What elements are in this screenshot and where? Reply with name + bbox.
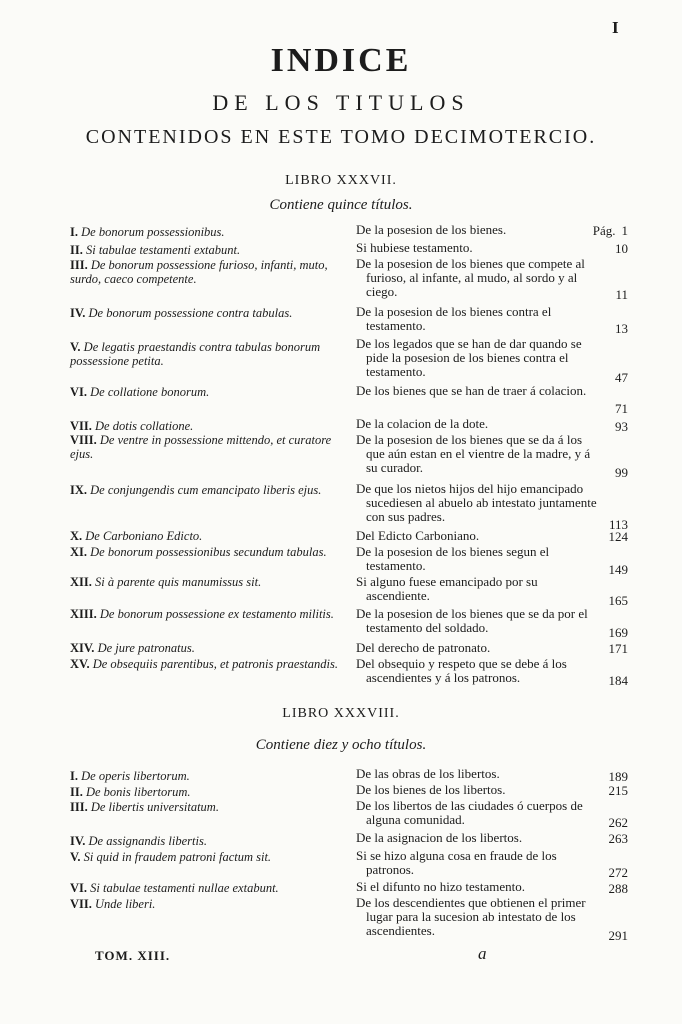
entry-latin-title xyxy=(70,433,342,461)
entry-number: XIV. xyxy=(70,641,98,655)
entry-spanish-title xyxy=(356,417,602,431)
entry-page-number xyxy=(588,625,628,641)
entry-page-number xyxy=(588,401,628,417)
footer-signature: a xyxy=(478,944,487,963)
entry-page-number xyxy=(588,287,628,303)
entry-page-number xyxy=(588,831,628,847)
entry-latin-title xyxy=(70,769,342,783)
entry-latin-title xyxy=(70,607,342,621)
entry-latin-text: De legatis praestandis contra tabulas bonorum possessione petita. xyxy=(70,340,321,368)
entry-page-number xyxy=(588,673,628,689)
entry-spanish-text: Si se hizo alguna cosa en fraude de los patronos. xyxy=(356,848,557,877)
entry-page-number xyxy=(588,815,628,831)
entry-latin-text: De conjungendis cum emancipato liberis ejus. xyxy=(90,483,322,497)
entry-latin-text: De obsequiis parentibus, et patronis praestandis. xyxy=(92,657,338,671)
entry-latin-title xyxy=(70,545,342,559)
page-value: 165 xyxy=(608,593,628,608)
entry-spanish-title xyxy=(356,799,602,827)
entry-page-number xyxy=(588,529,628,545)
entry-latin-title xyxy=(70,785,342,799)
entry-spanish-title xyxy=(356,831,602,845)
entry-spanish-text: De los legados que se han de dar quando se pide la posesion de los bienes contra el testamento. xyxy=(356,336,582,379)
entry-latin-text: De assignandis libertis. xyxy=(88,834,207,848)
entry-number: II. xyxy=(70,785,86,799)
entry-spanish-title xyxy=(356,783,602,797)
page-subtitle: DE LOS TITULOS xyxy=(212,90,470,115)
entry-latin-text: De bonis libertorum. xyxy=(85,785,191,799)
entry-latin-text: De bonorum possessionibus. xyxy=(81,225,225,239)
entry-spanish-title xyxy=(356,767,602,781)
entry-number: X. xyxy=(70,529,86,543)
entry-spanish-title xyxy=(356,641,602,655)
entry-spanish-title xyxy=(356,657,602,685)
page-value: 11 xyxy=(615,287,628,302)
book-heading-38: LIBRO XXXVIII. xyxy=(282,706,400,721)
entry-spanish-text: Si hubiese testamento. xyxy=(356,240,473,255)
entry-spanish-text: De la posesion de los bienes que compete al furioso, al infante, al mudo, al sordo y al ciego. xyxy=(356,256,585,299)
page-label: Pág. xyxy=(592,223,616,238)
page-title: INDICE xyxy=(270,42,412,79)
entry-spanish-text: De los libertos de las ciudades ó cuerpos de alguna comunidad. xyxy=(356,798,583,827)
entry-number: XV. xyxy=(70,657,93,671)
page-number: I xyxy=(612,18,619,37)
entry-page-number xyxy=(588,321,628,337)
entry-spanish-text: De la posesion de los bienes que se da por el testamento del soldado. xyxy=(356,606,588,635)
entry-latin-title xyxy=(70,897,342,911)
entry-latin-text: Si tabulae testamenti extabunt. xyxy=(85,243,241,257)
entry-spanish-text: Si alguno fuese emancipado por su ascendiente. xyxy=(356,574,538,603)
page-value: 291 xyxy=(608,928,628,943)
entry-latin-text: De operis libertorum. xyxy=(81,769,190,783)
entry-latin-title xyxy=(70,225,342,239)
entry-spanish-title xyxy=(356,607,602,635)
entry-spanish-text: De la colacion de la dote. xyxy=(356,416,489,431)
entry-number: V. xyxy=(70,340,84,354)
entry-spanish-title xyxy=(356,880,602,894)
entry-latin-text: De dotis collatione. xyxy=(95,419,194,433)
page-value: 215 xyxy=(608,783,628,798)
entry-number: IX. xyxy=(70,483,91,497)
entry-spanish-text: Si el difunto no hizo testamento. xyxy=(356,879,525,894)
page-value: 288 xyxy=(608,881,628,896)
page-value: 272 xyxy=(608,865,628,880)
entry-latin-title xyxy=(70,657,342,671)
entry-latin-text: Si quid in fraudem patroni factum sit. xyxy=(83,850,272,864)
entry-latin-text: De jure patronatus. xyxy=(97,641,195,655)
entry-spanish-title xyxy=(356,575,602,603)
entry-latin-title xyxy=(70,800,342,814)
entry-spanish-text: De las obras de los libertos. xyxy=(356,766,500,781)
book-contains-38: Contiene diez y ocho títulos. xyxy=(255,737,427,753)
entry-spanish-title xyxy=(356,482,602,524)
entry-number: IV. xyxy=(70,306,89,320)
page-value: 99 xyxy=(615,465,628,480)
entry-spanish-title xyxy=(356,545,602,573)
entry-latin-text: De libertis universitatum. xyxy=(90,800,219,814)
entry-spanish-title xyxy=(356,384,602,398)
entry-latin-title xyxy=(70,641,342,655)
page-value: 149 xyxy=(608,562,628,577)
book-contains-37: Contiene quince títulos. xyxy=(269,197,413,213)
entry-latin-title xyxy=(70,575,342,589)
entry-number: IV. xyxy=(70,834,89,848)
entry-latin-title xyxy=(70,306,342,320)
page-value: 71 xyxy=(615,401,628,416)
entry-latin-text: De bonorum possessione furioso, infanti, muto, surdo, caeco competente. xyxy=(70,258,328,286)
entry-spanish-text: De la asignacion de los libertos. xyxy=(356,830,523,845)
page-value: 262 xyxy=(608,815,628,830)
page-value: 189 xyxy=(608,769,628,784)
entry-latin-title xyxy=(70,243,342,257)
entry-spanish-title xyxy=(356,529,602,543)
page-subtitle-2: CONTENIDOS EN ESTE TOMO DECIMOTERCIO. xyxy=(85,126,597,148)
entry-spanish-text: De los descendientes que obtienen el primer lugar para la sucesion ab intestato de los ascendientes. xyxy=(356,895,586,938)
entry-page-number xyxy=(588,465,628,481)
entry-spanish-title xyxy=(356,305,602,333)
page-value: 171 xyxy=(608,641,628,656)
entry-page-number xyxy=(588,881,628,897)
entry-number: XI. xyxy=(70,545,91,559)
entry-latin-text: Si à parente quis manumissus sit. xyxy=(95,575,262,589)
entry-number: III. xyxy=(70,800,91,814)
entry-number: VII. xyxy=(70,419,96,433)
entry-latin-text: De bonorum possessione contra tabulas. xyxy=(88,306,293,320)
entry-number: VI. xyxy=(70,385,91,399)
entry-number: I. xyxy=(70,225,82,239)
entry-latin-text: De bonorum possessione ex testamento militis. xyxy=(99,607,334,621)
entry-number: VIII. xyxy=(70,433,100,447)
entry-spanish-text: De la posesion de los bienes contra el testamento. xyxy=(356,304,552,333)
entry-latin-text: De bonorum possessionibus secundum tabulas. xyxy=(90,545,327,559)
entry-number: II. xyxy=(70,243,86,257)
entry-number: XIII. xyxy=(70,607,100,621)
entry-spanish-text: Del obsequio y respeto que se debe á los ascendientes y á los patronos. xyxy=(356,656,567,685)
page-value: 124 xyxy=(608,529,628,544)
entry-number: V. xyxy=(70,850,84,864)
entry-number: VII. xyxy=(70,897,96,911)
entry-number: III. xyxy=(70,258,91,272)
page-value: 184 xyxy=(608,673,628,688)
entry-latin-title xyxy=(70,529,342,543)
entry-spanish-title xyxy=(356,257,602,299)
entry-latin-title xyxy=(70,483,342,497)
entry-page-number xyxy=(588,928,628,944)
entry-spanish-title xyxy=(356,433,602,475)
entry-latin-title xyxy=(70,385,342,399)
entry-page-number xyxy=(588,241,628,257)
entry-spanish-text: Del Edicto Carboniano. xyxy=(356,528,480,543)
entry-spanish-text: De la posesion de los bienes segun el testamento. xyxy=(356,544,550,573)
page-value: 93 xyxy=(615,419,628,434)
entry-latin-title xyxy=(70,340,342,368)
entry-spanish-title xyxy=(356,849,602,877)
entry-latin-text: De ventre in possessione mittendo, et curatore ejus. xyxy=(70,433,332,461)
entry-spanish-text: De los bienes de los libertos. xyxy=(356,782,506,797)
entry-spanish-text: De la posesion de los bienes que se da á los que aún estan en el vientre de la madre, y á su curador. xyxy=(356,432,591,475)
entry-page-number xyxy=(548,223,628,239)
entry-spanish-title xyxy=(356,896,602,938)
entry-latin-text: Unde liberi. xyxy=(95,897,156,911)
book-heading-37: LIBRO XXXVII. xyxy=(285,173,397,188)
entry-latin-title xyxy=(70,881,342,895)
page-value: 1 xyxy=(621,223,628,238)
entry-number: XII. xyxy=(70,575,96,589)
entry-spanish-text: De los bienes que se han de traer á colacion. xyxy=(356,383,587,398)
page-value: 169 xyxy=(608,625,628,640)
entry-spanish-text: Del derecho de patronato. xyxy=(356,640,491,655)
page-value: 47 xyxy=(615,370,628,385)
entry-spanish-text: De la posesion de los bienes. xyxy=(356,222,507,237)
entry-latin-title xyxy=(70,834,342,848)
entry-latin-text: De collatione bonorum. xyxy=(90,385,210,399)
entry-latin-text: Si tabulae testamenti nullae extabunt. xyxy=(90,881,279,895)
entry-page-number xyxy=(588,865,628,881)
page-value: 10 xyxy=(615,241,628,256)
entry-number: I. xyxy=(70,769,82,783)
entry-latin-title xyxy=(70,258,342,286)
entry-spanish-text: De que los nietos hijos del hijo emancipado sucediesen al abuelo ab intestato juntamente con sus padres. xyxy=(356,481,597,524)
page-value: 263 xyxy=(608,831,628,846)
footer-tome: TOM. XIII. xyxy=(95,948,171,963)
entry-spanish-title xyxy=(356,241,602,255)
entry-spanish-title xyxy=(356,337,602,379)
page-value: 13 xyxy=(615,321,628,336)
entry-latin-text: De Carboniano Edicto. xyxy=(85,529,203,543)
entry-number: VI. xyxy=(70,881,91,895)
entry-latin-title xyxy=(70,419,342,433)
entry-page-number xyxy=(588,783,628,799)
page-value: 113 xyxy=(608,517,628,532)
entry-latin-title xyxy=(70,850,342,864)
entry-page-number xyxy=(588,641,628,657)
